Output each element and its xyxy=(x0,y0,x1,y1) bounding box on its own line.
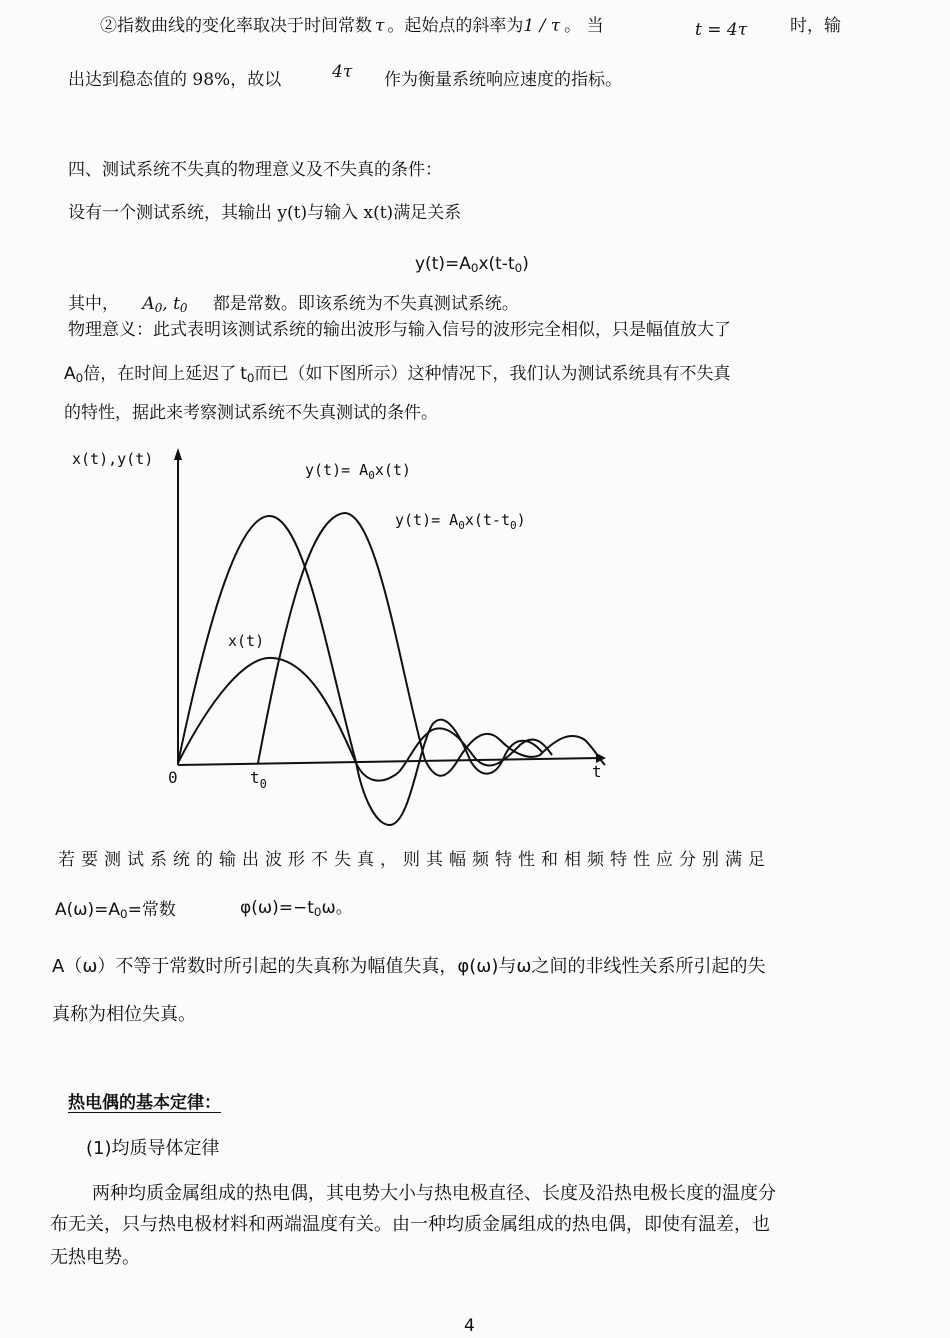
section4-heading: 四、测试系统不失真的物理意义及不失真的条件： xyxy=(68,160,442,180)
label-x: x(t) xyxy=(228,632,265,650)
law1-paragraph-2: 布无关，只与热电极材料和两端温度有关。由一种均质金属组成的热电偶，即使有温差，也 xyxy=(50,1214,770,1235)
conditions-line-1: 若要测试系统的输出波形不失真，则其幅频特性和相频特性应分别满足 xyxy=(58,850,771,870)
curve-y1 xyxy=(178,516,542,825)
distortion-line-2: 真称为相位失真。 xyxy=(52,1004,196,1025)
slope-value: 1 / τ xyxy=(523,16,561,36)
prev-line-1a: ②指数曲线的变化率取决于时间常数 xyxy=(100,16,372,36)
label-y1: $y(t)= A_0x(t)$ xyxy=(305,461,411,482)
page-number: 4 xyxy=(464,1316,475,1336)
y-axis-arrow xyxy=(174,448,182,460)
four-tau: 4τ xyxy=(332,62,353,82)
meaning-line-1: 物理意义：此式表明该测试系统的输出波形与输入信号的波形完全相似，只是幅值放大了 xyxy=(68,320,731,340)
where-line: 其中， $A_0$, $t_0$ 都是常数。即该系统为不失真测试系统。 xyxy=(68,294,519,315)
t0-label: $t_0$ xyxy=(250,768,267,791)
condition-t: t = 4τ xyxy=(695,20,748,40)
phase-condition: $\varphi(\omega)=-t_0\omega$。 xyxy=(240,898,353,919)
law1-title: (1)均质导体定律 xyxy=(86,1138,220,1159)
law1-paragraph-1: 两种均质金属组成的热电偶，其电势大小与热电极直径、长度及沿热电极长度的温度分 xyxy=(92,1183,776,1204)
thermocouple-heading: 热电偶的基本定律： xyxy=(68,1093,221,1113)
meaning-line-2: $A_0$倍，在时间上延迟了 $t_0$而已（如下图所示）这种情况下，我们认为测试系统具有不失真 xyxy=(64,364,731,385)
t-axis-label: t xyxy=(592,762,602,781)
distortion-line-1: A（ω）不等于常数时所引起的失真称为幅值失真，φ(ω)与ω之间的非线性关系所引起的失 xyxy=(52,956,766,977)
prev-line-1c: 。 当 xyxy=(564,16,604,36)
t-axis xyxy=(178,758,600,765)
section4-intro: 设有一个测试系统，其输出 y(t)与输入 x(t)满足关系 xyxy=(68,203,462,223)
constants-symbols: $A_0$, $t_0$ xyxy=(142,294,188,315)
law1-paragraph-3: 无热电势。 xyxy=(50,1247,140,1268)
meaning-line-3: 的特性，据此来考察测试系统不失真测试的条件。 xyxy=(64,403,438,423)
equation-main: $y(t)=A_0x(t-t_0)$ xyxy=(415,254,529,275)
curve-y2 xyxy=(258,513,605,776)
tau-symbol: τ xyxy=(375,16,385,36)
prev-line-1b: 。起始点的斜率为 xyxy=(387,16,524,36)
prev-line-2a: 出达到稳态值的 98%，故以 xyxy=(68,70,282,90)
label-y2: $y(t)= A_0x(t-t_0)$ xyxy=(395,511,526,532)
prev-line-2b: 作为衡量系统响应速度的指标。 xyxy=(384,70,622,90)
origin-label: 0 xyxy=(168,768,178,787)
prev-line-1d: 时，输 xyxy=(790,16,841,36)
prev-line-1 xyxy=(100,18,604,35)
y-axis-label: x(t),y(t) xyxy=(72,450,154,468)
waveform-figure xyxy=(60,440,620,840)
amplitude-condition: $A(\omega)=A_0=$常数 xyxy=(55,900,176,921)
